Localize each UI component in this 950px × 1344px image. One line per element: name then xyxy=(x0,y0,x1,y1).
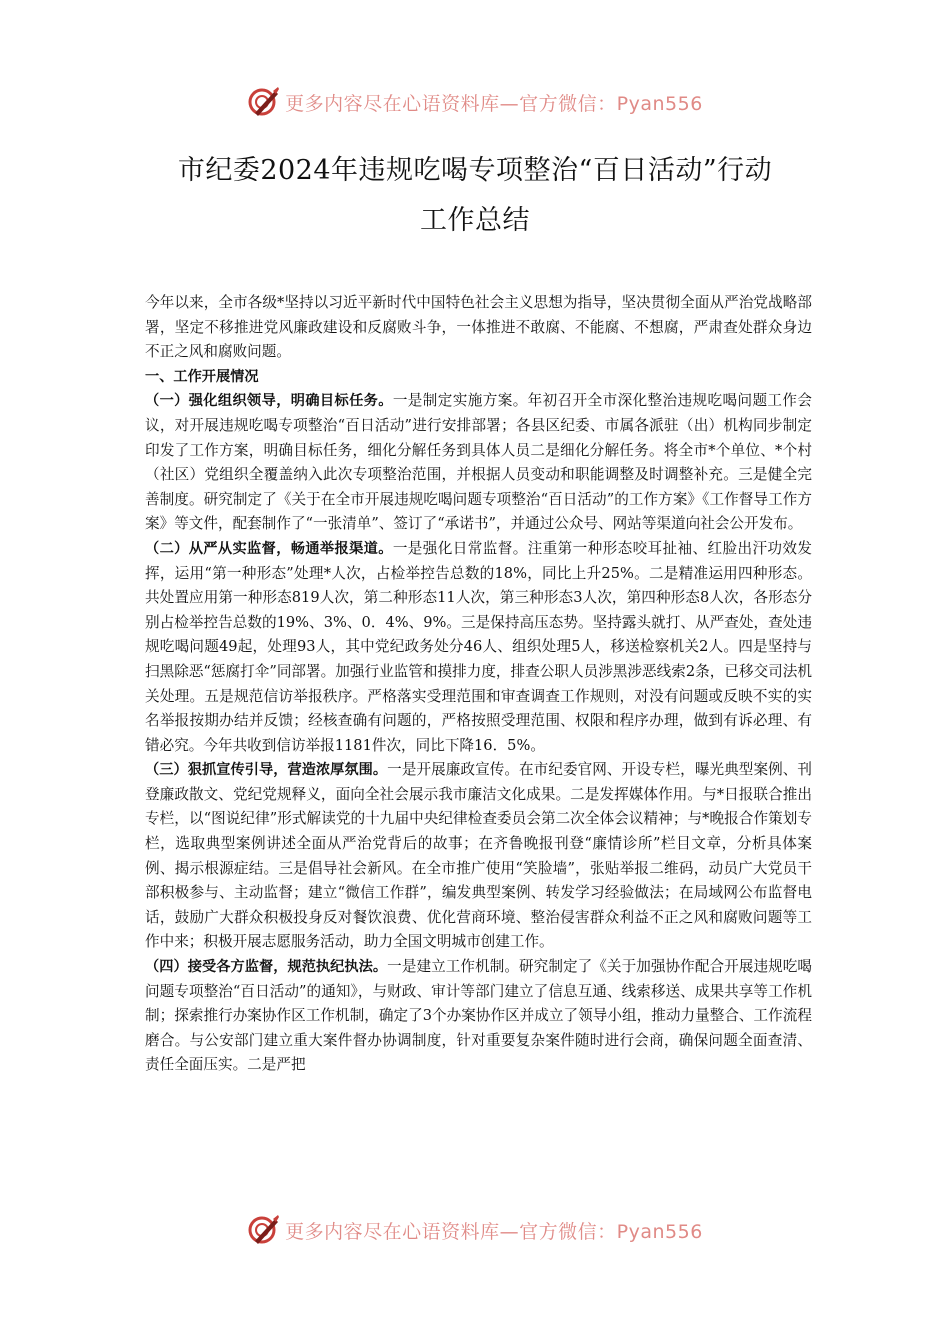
paragraph-4 xyxy=(145,955,812,1078)
banner-text: 更多内容尽在心语资料库—官方微信：Pyan556 xyxy=(285,92,703,115)
intro-paragraph xyxy=(145,291,812,365)
paragraph-2-lead: （二）从严从实监督，畅通举报渠道。 xyxy=(145,540,393,557)
paragraph-3 xyxy=(145,758,812,955)
document-title xyxy=(90,146,860,246)
paragraph-2 xyxy=(145,537,812,758)
header-watermark-banner xyxy=(0,82,950,122)
section-heading-1: 一、工作开展情况 xyxy=(145,368,259,385)
banner-text: 更多内容尽在心语资料库—官方微信：Pyan556 xyxy=(285,1220,703,1243)
paragraph-2-body: 一是强化日常监督。注重第一种形态咬耳扯袖、红脸出汗功效发挥，运用“第一种形态”处理*人次，占检举控告总数的18%，同比上升25%。二是精准运用四种形态。共处置应用第一种形态819人次，第二种形态11人次，第三种形态3人次，第四种形态8人次，各形态分别占检举控告总数的19%、3%、0．4%、9%。三是保持高压态势。坚持露头就打、从严查处，查处违规吃喝问题49起，处理93人，其中党纪政务处分46人、组织处理5人，移送检察机关2人。四是坚持与扫黑除恶“惩腐打伞”同部署。加强行业监管和摸排力度，排查公职人员涉黑涉恶线索2条，已移交司法机关处理。五是规范信访举报秩序。严格落实受理范围和审查调查工作规则，对没有问题或反映不实的实名举报按期办结并反馈；经核查确有问题的，严格按照受理范围、权限和程序办理，做到有诉必理、有错必究。今年共收到信访举报1181件次，同比下降16．5%。 xyxy=(145,539,812,754)
paragraph-1 xyxy=(145,389,812,537)
title-line-1: 市纪委2024年违规吃喝专项整治“百日活动”行动 xyxy=(177,155,773,186)
paragraph-4-lead: （四）接受各方监督，规范执纪执法。 xyxy=(145,959,388,976)
paragraph-1-body: 一是制定实施方案。年初召开全市深化整治违规吃喝问题工作会议，对开展违规吃喝专项整治“百日活动”进行安排部署；各县区纪委、市属各派驻（出）机构同步制定印发了工作方案，明确目标任务，细化分解任务到具体人员二是细化分解任务。将全市*个单位、*个村（社区）党组织全覆盖纳入此次专项整治范围，并根据人员变动和职能调整及时调整补充。三是健全完善制度。研究制定了《关于在全市开展违规吃喝问题专项整治“百日活动”的工作方案》《工作督导工作方案》等文件，配套制作了“一张清单”、签订了“承诺书”，并通过公众号、网站等渠道向社会公开发布。 xyxy=(145,392,812,533)
paragraph-3-lead: （三）狠抓宣传引导，营造浓厚氛围。 xyxy=(145,762,388,779)
brush-pen-logo-icon xyxy=(247,85,281,119)
brush-pen-logo-icon xyxy=(247,1213,281,1247)
document-body xyxy=(145,291,812,1078)
footer-watermark-banner xyxy=(0,1210,950,1250)
paragraph-3-body: 一是开展廉政宣传。在市纪委官网、开设专栏，曝光典型案例、刊登廉政散文、党纪党规释义，面向全社会展示我市廉洁文化成果。二是发挥媒体作用。与*日报联合推出专栏，以“图说纪律”形式解读党的十九届中央纪律检查委员会第二次全体会议精神；与*晚报合作策划专栏，选取典型案例讲述全面从严治党背后的故事；在齐鲁晚报刊登“廉情诊所”栏目文章，分析具体案例、揭示根源症结。三是倡导社会新风。在全市推广使用“笑脸墙”，张贴举报二维码，动员广大党员干部积极参与、主动监督；建立“微信工作群”，编发典型案例、转发学习经验做法；在局域网公布监督电话，鼓励广大群众积极投身反对餐饮浪费、优化营商环境、整治侵害群众利益不正之风和腐败问题等工作中来；积极开展志愿服务活动，助力全国文明城市创建工作。 xyxy=(145,761,812,951)
title-line-2: 工作总结 xyxy=(420,205,530,236)
paragraph-4-body: 一是建立工作机制。研究制定了《关于加强协作配合开展违规吃喝问题专项整治“百日活动”的通知》，与财政、审计等部门建立了信息互通、线索移送、成果共享等工作机制；探索推行办案协作区工作机制，确定了3个办案协作区并成立了领导小组，推动力量整合、工作流程磨合。与公安部门建立重大案件督办协调制度，针对重要复杂案件随时进行会商，确保问题全面查清、责任全面压实。二是严把 xyxy=(145,958,812,1074)
paragraph-1-lead: （一）强化组织领导，明确目标任务。 xyxy=(145,393,393,410)
intro-text: 今年以来，全市各级*坚持以习近平新时代中国特色社会主义思想为指导，坚决贯彻全面从严治党战略部署，坚定不移推进党风廉政建设和反腐败斗争，一体推进不敢腐、不能腐、不想腐，严肃查处群众身边不正之风和腐败问题。 xyxy=(145,294,812,361)
